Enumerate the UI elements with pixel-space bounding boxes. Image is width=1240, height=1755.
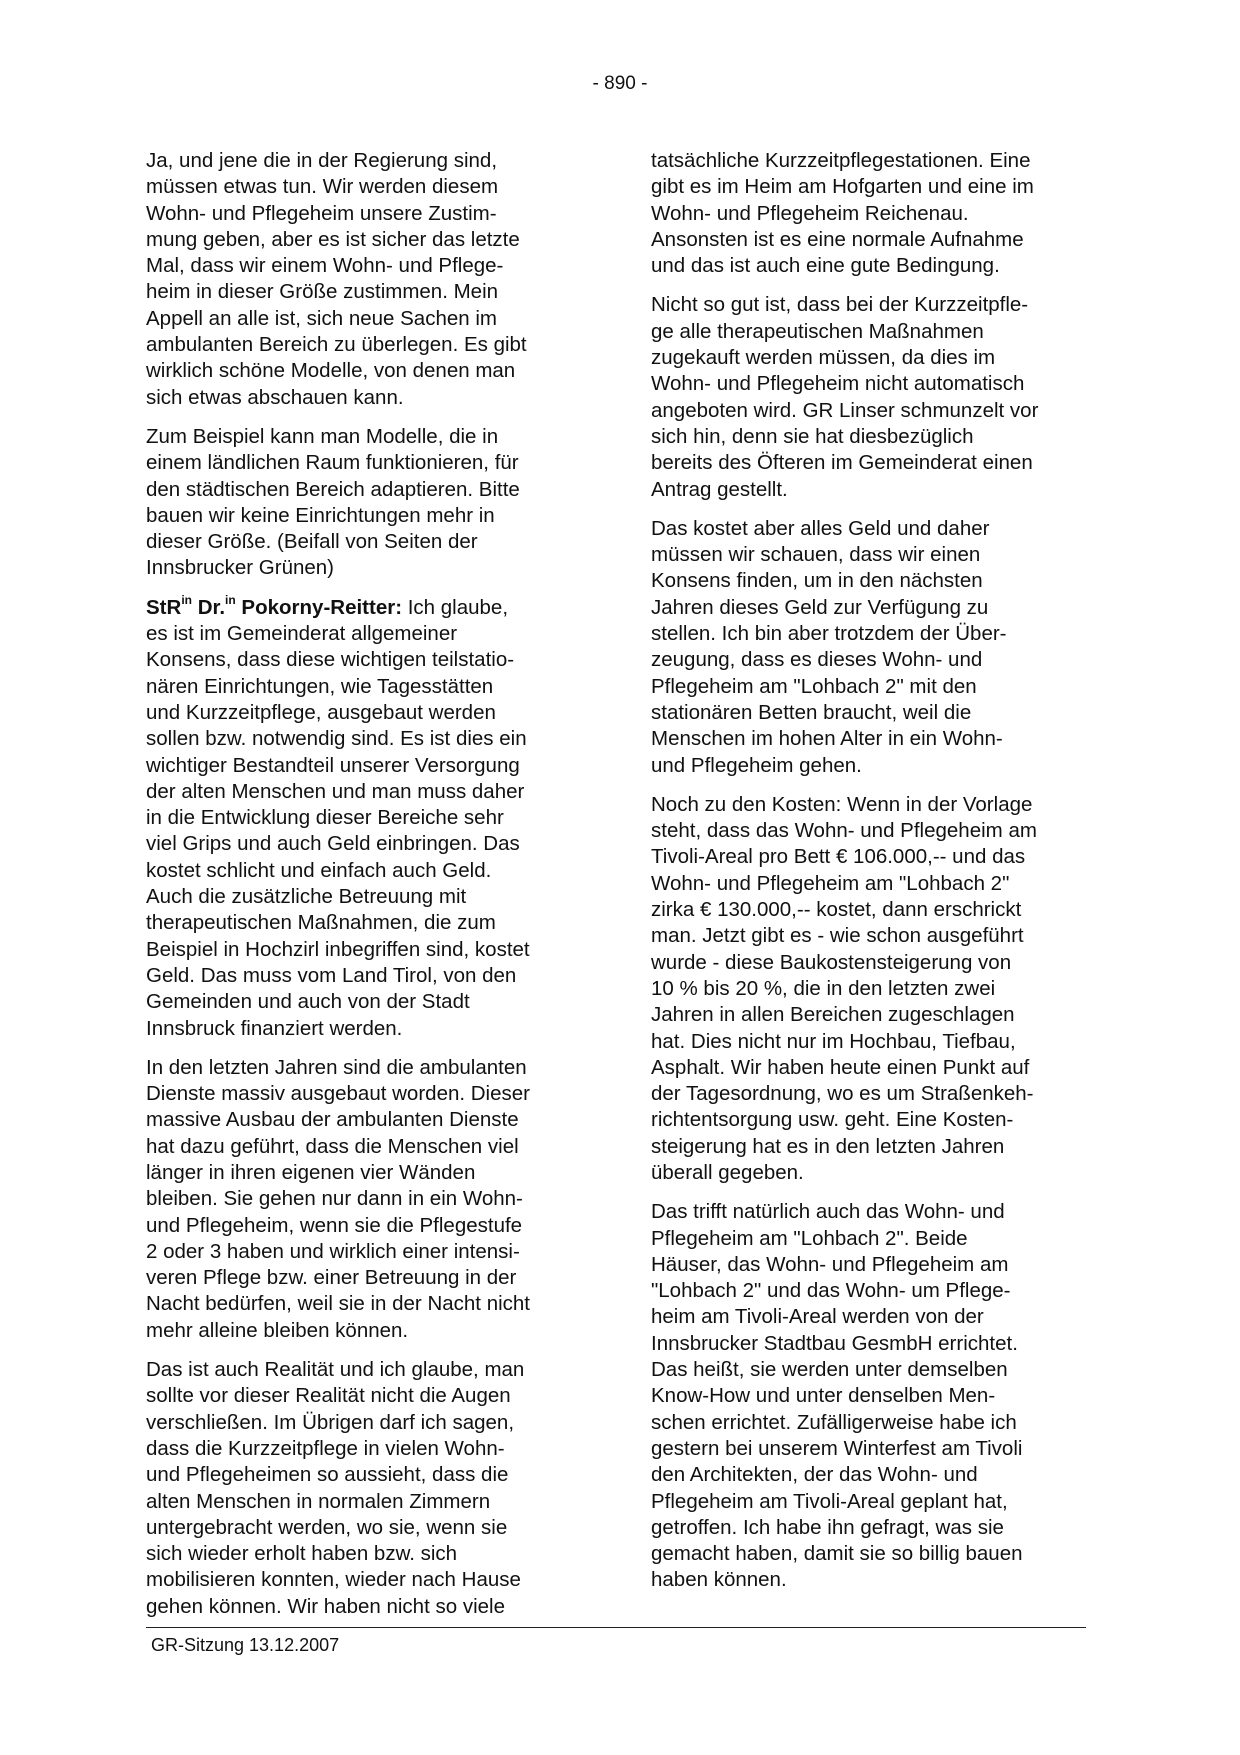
text-line: der alten Menschen und man muss daher [146, 779, 525, 803]
text-line: Jahren in allen Bereichen zugeschlagen [651, 1003, 1015, 1027]
speaker-line [146, 592, 570, 621]
text-line: bereits des Öfteren im Gemeinderat einen [651, 451, 1033, 475]
text-line: sollte vor dieser Realität nicht die Augen [146, 1384, 511, 1408]
speaker-name [146, 592, 403, 619]
paragraph [146, 148, 570, 411]
paragraph [651, 792, 1075, 1186]
paragraph [146, 1357, 570, 1620]
text-line: den städtischen Bereich adaptieren. Bitte [146, 477, 520, 501]
speaker-paragraph [146, 592, 570, 1042]
text-line: Nacht bedürfen, weil sie in der Nacht nicht [146, 1292, 531, 1316]
text-line: und Pflegeheim gehen. [651, 753, 862, 777]
text-line: tatsächliche Kurzzeitpflegestationen. Eine [651, 149, 1031, 172]
paragraph [146, 1055, 570, 1344]
text-line: Wohn- und Pflegeheim Reichenau. [651, 201, 969, 225]
text-line: richtentsorgung usw. geht. Eine Kosten- [651, 1108, 1014, 1132]
text-line: Zum Beispiel kann man Modelle, die in [146, 424, 499, 448]
text-line: steht, dass das Wohn- und Pflegeheim am [651, 819, 1037, 843]
text-line: wichtiger Bestandteil unserer Versorgung [146, 753, 520, 777]
text-line: bauen wir keine Einrichtungen mehr in [146, 503, 495, 527]
text-line: es ist im Gemeinderat allgemeiner [146, 622, 458, 646]
text-line: Innsbrucker Stadtbau GesmbH errichtet. [651, 1331, 1018, 1355]
text-line: müssen wir schauen, dass wir einen [651, 543, 981, 567]
text-line: Ja, und jene die in der Regierung sind, [146, 149, 498, 172]
text-line: Know-How und unter denselben Men- [651, 1384, 996, 1408]
text-line: Häuser, das Wohn- und Pflegeheim am [651, 1252, 1009, 1276]
text-line: Pflegeheim am "Lohbach 2" mit den [651, 674, 977, 698]
text-line: Wohn- und Pflegeheim am "Lohbach 2" [651, 871, 1010, 895]
text-line: gemacht haben, damit sie so billig bauen [651, 1542, 1023, 1566]
text-line: therapeutischen Maßnahmen, die zum [146, 911, 496, 935]
text-line: haben können. [651, 1568, 787, 1592]
speaker-text-start: Ich glaube, [407, 595, 509, 619]
text-line: sich hin, denn sie hat diesbezüglich [651, 424, 974, 448]
text-line: Das heißt, sie werden unter demselben [651, 1358, 1008, 1382]
text-line: Pflegeheim am Tivoli-Areal geplant hat, [651, 1489, 1008, 1513]
right-column [651, 148, 1075, 1607]
text-line: Mal, dass wir einem Wohn- und Pflege- [146, 254, 504, 278]
text-line: zeugung, dass es dieses Wohn- und [651, 648, 983, 672]
text-line: "Lohbach 2" und das Wohn- um Pflege- [651, 1279, 1011, 1303]
text-line: und Pflegeheimen so aussieht, dass die [146, 1463, 509, 1487]
text-line: gehen können. Wir haben nicht so viele [146, 1594, 505, 1618]
text-line: in die Entwicklung dieser Bereiche sehr [146, 806, 504, 830]
text-line: länger in ihren eigenen vier Wänden [146, 1160, 476, 1184]
speaker-title: StR [146, 595, 182, 619]
text-line: Menschen im hohen Alter in ein Wohn- [651, 727, 1003, 751]
paragraph [651, 292, 1075, 502]
text-line: massive Ausbau der ambulanten Dienste [146, 1108, 519, 1132]
text-line: nären Einrichtungen, wie Tagesstätten [146, 674, 494, 698]
text-line: Innsbruck finanziert werden. [146, 1016, 403, 1040]
text-line: Jahren dieses Geld zur Verfügung zu [651, 595, 989, 619]
speaker-surname: Pokorny-Reitter: [241, 595, 403, 619]
page-number: - 890 - [592, 73, 648, 94]
text-line: ambulanten Bereich zu überlegen. Es gibt [146, 333, 527, 357]
text-line: überall gegeben. [651, 1160, 804, 1184]
text-line: dieser Größe. (Beifall von Seiten der [146, 530, 478, 554]
text-line: Wohn- und Pflegeheim nicht automatisch [651, 372, 1025, 396]
text-line: steigerung hat es in den letzten Jahren [651, 1134, 1005, 1158]
text-line: bleiben. Sie gehen nur dann in ein Wohn- [146, 1187, 523, 1211]
text-line: Wohn- und Pflegeheim unsere Zustim- [146, 201, 497, 225]
text-line: Geld. Das muss vom Land Tirol, von den [146, 963, 517, 987]
text-line: Pflegeheim am "Lohbach 2". Beide [651, 1226, 968, 1250]
text-line: sich wieder erholt haben bzw. sich [146, 1542, 458, 1566]
text-line: und Kurzzeitpflege, ausgebaut werden [146, 700, 496, 724]
text-line: Das trifft natürlich auch das Wohn- und [651, 1200, 1005, 1224]
text-line: Noch zu den Kosten: Wenn in der Vorlage [651, 792, 1033, 816]
text-line: hat dazu geführt, dass die Menschen viel [146, 1134, 519, 1158]
text-line: man. Jetzt gibt es - wie schon ausgeführt [651, 924, 1024, 948]
text-line: der Tagesordnung, wo es um Straßenkeh- [651, 1082, 1034, 1106]
text-line: mung geben, aber es ist sicher das letzte [146, 227, 520, 251]
text-line: ge alle therapeutischen Maßnahmen [651, 319, 984, 343]
text-line: zirka € 130.000,-- kostet, dann erschrickt [651, 898, 1022, 922]
text-line: 2 oder 3 haben und wirklich einer intensi- [146, 1239, 520, 1263]
text-line: stellen. Ich bin aber trotzdem der Über- [651, 622, 1007, 646]
speaker-degree: Dr. [197, 595, 226, 619]
text-line: Das kostet aber alles Geld und daher [651, 516, 990, 540]
text-line: Nicht so gut ist, dass bei der Kurzzeitpfle- [651, 293, 1029, 317]
text-line: 10 % bis 20 %, die in den letzten zwei [651, 976, 996, 1000]
text-line: heim in dieser Größe zustimmen. Mein [146, 280, 499, 304]
paragraph [651, 148, 1075, 279]
text-line: verschließen. Im Übrigen darf ich sagen, [146, 1410, 515, 1434]
text-line: gibt es im Heim am Hofgarten und eine im [651, 175, 1034, 199]
text-line: wirklich schöne Modelle, von denen man [146, 359, 516, 383]
text-line: Tivoli-Areal pro Bett € 106.000,-- und das [651, 845, 1026, 869]
text-line: schen errichtet. Zufälligerweise habe ich [651, 1410, 1017, 1434]
text-line: stationären Betten braucht, weil die [651, 700, 972, 724]
text-line: gestern bei unserem Winterfest am Tivoli [651, 1436, 1023, 1460]
text-line: Beispiel in Hochzirl inbegriffen sind, kostet [146, 937, 530, 961]
text-line: untergebracht werden, wo sie, wenn sie [146, 1515, 508, 1539]
paragraph [651, 1199, 1075, 1593]
text-line: Antrag gestellt. [651, 477, 788, 501]
text-line: Appell an alle ist, sich neue Sachen im [146, 306, 497, 330]
text-line: mehr alleine bleiben können. [146, 1318, 409, 1342]
text-line: zugekauft werden müssen, da dies im [651, 346, 996, 370]
paragraph [146, 424, 570, 582]
text-line: wurde - diese Baukostensteigerung von [651, 950, 1012, 974]
text-line: kostet schlicht und einfach auch Geld. [146, 858, 492, 882]
text-line: Konsens, dass diese wichtigen teilstatio- [146, 648, 515, 672]
text-line: hat. Dies nicht nur im Hochbau, Tiefbau, [651, 1029, 1016, 1053]
text-line: getroffen. Ich habe ihn gefragt, was sie [651, 1515, 1004, 1539]
text-line: viel Grips und auch Geld einbringen. Das [146, 832, 520, 856]
text-line: In den letzten Jahren sind die ambulanten [146, 1055, 527, 1079]
left-column [146, 148, 570, 1633]
text-line: veren Pflege bzw. einer Betreuung in der [146, 1266, 517, 1290]
text-line: Das ist auch Realität und ich glaube, man [146, 1358, 525, 1382]
text-line: alten Menschen in normalen Zimmern [146, 1489, 491, 1513]
text-line: Gemeinden und auch von der Stadt [146, 990, 470, 1014]
speaker-title-suffix: in [181, 592, 192, 607]
text-line: sollen bzw. notwendig sind. Es ist dies ein [146, 727, 527, 751]
text-line: Dienste massiv ausgebaut worden. Dieser [146, 1082, 530, 1106]
text-line: angeboten wird. GR Linser schmunzelt vor [651, 398, 1039, 422]
text-line: und Pflegeheim, wenn sie die Pflegestufe [146, 1213, 523, 1237]
text-line: den Architekten, der das Wohn- und [651, 1463, 978, 1487]
paragraph [651, 516, 1075, 779]
text-line: und das ist auch eine gute Bedingung. [651, 254, 1000, 278]
text-line: mobilisieren konnten, wieder nach Hause [146, 1568, 521, 1592]
text-line: Ansonsten ist es eine normale Aufnahme [651, 227, 1024, 251]
text-line: Innsbrucker Grünen) [146, 556, 335, 580]
text-line: müssen etwas tun. Wir werden diesem [146, 175, 499, 199]
text-line: dass die Kurzzeitpflege in vielen Wohn- [146, 1436, 505, 1460]
text-line: einem ländlichen Raum funktionieren, für [146, 451, 519, 475]
text-line: heim am Tivoli-Areal werden von der [651, 1305, 984, 1329]
speaker-degree-suffix: in [225, 592, 236, 607]
text-line: Asphalt. Wir haben heute einen Punkt auf [651, 1055, 1030, 1079]
text-line: Konsens finden, um in den nächsten [651, 569, 983, 593]
text-line: sich etwas abschauen kann. [146, 385, 404, 409]
footer-session-date: GR-Sitzung 13.12.2007 [151, 1635, 340, 1655]
text-line: Auch die zusätzliche Betreuung mit [146, 885, 467, 909]
footer-divider [146, 1627, 1086, 1628]
